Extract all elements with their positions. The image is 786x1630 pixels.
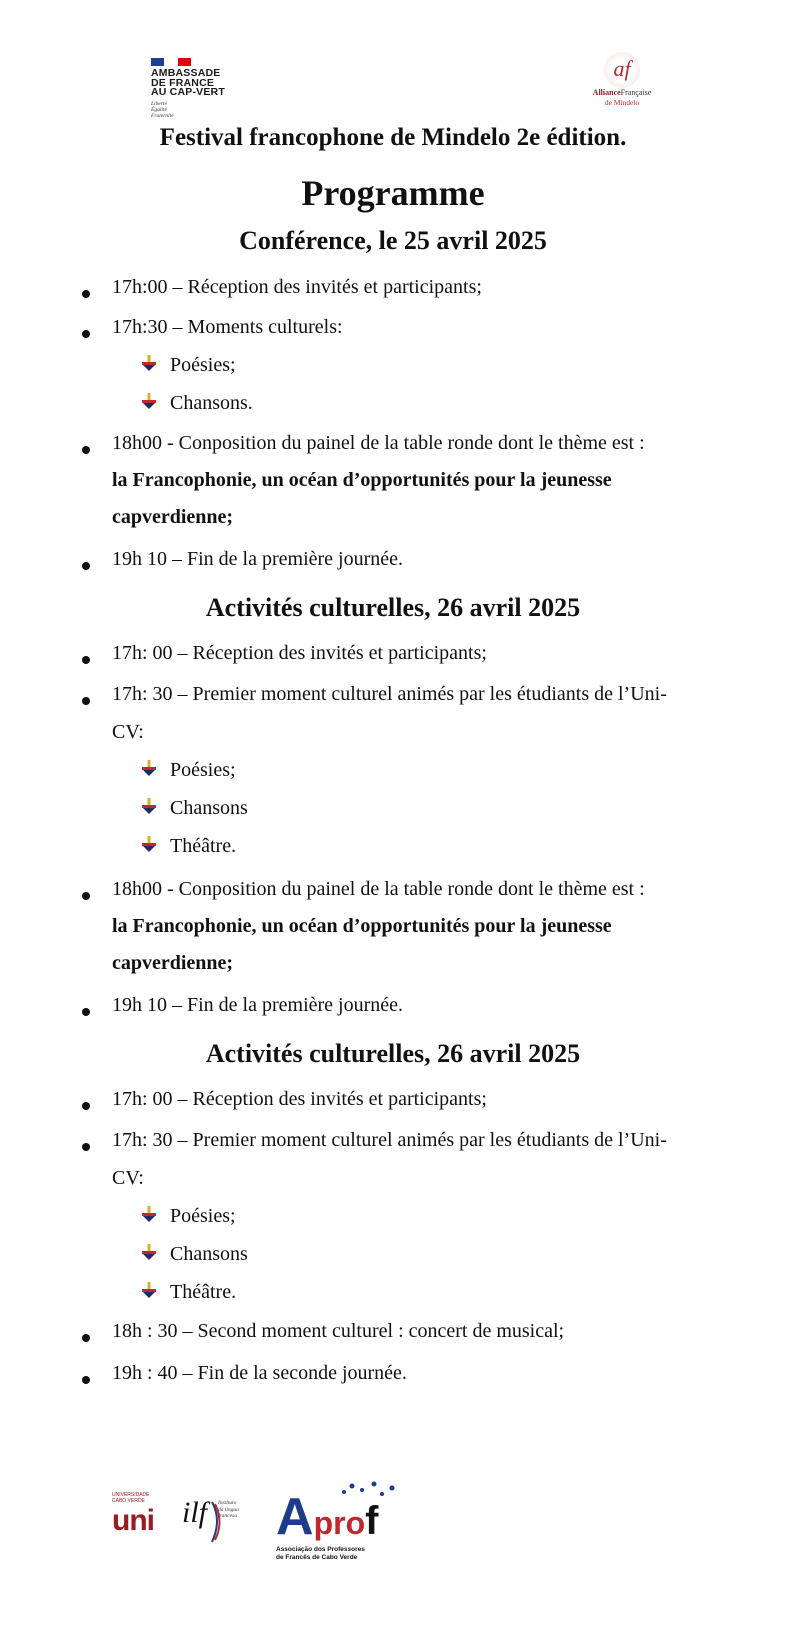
aprof-caption: Associação dos Professores de Francês de Cabo Verde	[276, 1546, 365, 1561]
list-item: 19h 10 – Fin de la première journée.	[112, 548, 404, 570]
sub-list-item: Poésies;	[170, 354, 236, 376]
section-heading-conference: Conférence, le 25 avril 2025	[239, 226, 547, 255]
aprof-letters-pro: pro	[313, 1505, 366, 1541]
section-heading-activites-1: Activités culturelles, 26 avril 2025	[205, 593, 581, 622]
arrow-down-icon	[142, 1206, 156, 1222]
list-item: 18h00 - Conposition du painel de la table ronde dont le thème est :	[112, 878, 645, 900]
uni-caption: UNIVERSIDADE CABO VERDE	[112, 1492, 150, 1504]
aprof-logo	[276, 1480, 406, 1562]
arrow-down-icon	[142, 1282, 156, 1298]
list-item-bold-line: la Francophonie, un océan d’opportunités pour la jeunesse	[112, 915, 612, 937]
bullet-icon	[82, 1143, 90, 1151]
embassy-motto: Liberté Égalité Fraternité	[151, 100, 174, 119]
aprof-letter-f: f	[365, 1499, 379, 1543]
sub-list-item: Poésies;	[170, 759, 236, 781]
section-heading-activites-2: Activités culturelles, 26 avril 2025	[205, 1039, 581, 1068]
af-name-francaise: Française	[620, 88, 652, 97]
list-item: 19h 10 – Fin de la première journée.	[112, 994, 404, 1016]
bullet-icon	[82, 446, 90, 454]
aprof-letter-a: A	[276, 1488, 314, 1546]
arrow-down-icon	[142, 836, 156, 852]
af-name-alliance: Alliance	[592, 88, 621, 97]
bullet-icon	[82, 697, 90, 705]
list-item: 17h: 00 – Réception des invités et participants;	[112, 1088, 487, 1110]
list-item-bold-line: capverdienne;	[112, 952, 234, 974]
french-flag-icon	[151, 58, 191, 66]
sub-list-item: Chansons.	[170, 392, 253, 414]
embassy-logo	[151, 58, 261, 119]
bullet-icon	[82, 656, 90, 664]
bullet-icon	[82, 1334, 90, 1342]
bullet-icon	[82, 1376, 90, 1384]
festival-title: Festival francophone de Mindelo 2e édition.	[159, 124, 627, 151]
uni-wordmark: uni	[112, 1504, 154, 1537]
list-item: 17h: 30 – Premier moment culturel animés par les étudiants de l’Uni-	[112, 683, 667, 705]
sub-list-item: Chansons	[170, 1243, 248, 1265]
bullet-icon	[82, 562, 90, 570]
bullet-icon	[82, 290, 90, 298]
list-item-continuation: CV:	[112, 721, 144, 743]
sub-list-item: Théâtre.	[170, 835, 237, 857]
arrow-down-icon	[142, 798, 156, 814]
bullet-icon	[82, 892, 90, 900]
list-item: 18h : 30 – Second moment culturel : concert de musical;	[112, 1320, 565, 1342]
list-item-continuation: CV:	[112, 1167, 144, 1189]
bullet-icon	[82, 1102, 90, 1110]
arrow-down-icon	[142, 355, 156, 371]
list-item: 17h: 30 – Premier moment culturel animés par les étudiants de l’Uni-	[112, 1129, 667, 1151]
embassy-name: AMBASSADE DE FRANCE AU CAP-VERT	[151, 67, 225, 98]
sub-list-item: Poésies;	[170, 1205, 236, 1227]
af-city: de Mindelo	[604, 98, 640, 107]
unicv-ilf-logo	[112, 1492, 242, 1562]
arrow-down-icon	[142, 1244, 156, 1260]
list-item: 18h00 - Conposition du painel de la table ronde dont le thème est :	[112, 432, 645, 454]
ilf-wordmark: ilf	[182, 1496, 208, 1529]
af-mark-icon: af	[604, 52, 640, 88]
list-item: 17h:30 – Moments culturels:	[112, 316, 343, 338]
bullet-icon	[82, 1008, 90, 1016]
list-item-bold-line: capverdienne;	[112, 506, 234, 528]
sub-list-item: Chansons	[170, 797, 248, 819]
programme-title: Programme	[301, 173, 485, 213]
sub-list-item: Théâtre.	[170, 1281, 237, 1303]
list-item: 19h : 40 – Fin de la seconde journée.	[112, 1362, 407, 1384]
bullet-icon	[82, 330, 90, 338]
list-item-bold-line: la Francophonie, un océan d’opportunités pour la jeunesse	[112, 469, 612, 491]
ilf-caption: Instituto da língua francesa	[218, 1500, 239, 1519]
list-item: 17h: 00 – Réception des invités et participants;	[112, 642, 487, 664]
alliance-francaise-logo	[576, 52, 668, 114]
arrow-down-icon	[142, 393, 156, 409]
arrow-down-icon	[142, 760, 156, 776]
list-item: 17h:00 – Réception des invités et participants;	[112, 276, 482, 298]
